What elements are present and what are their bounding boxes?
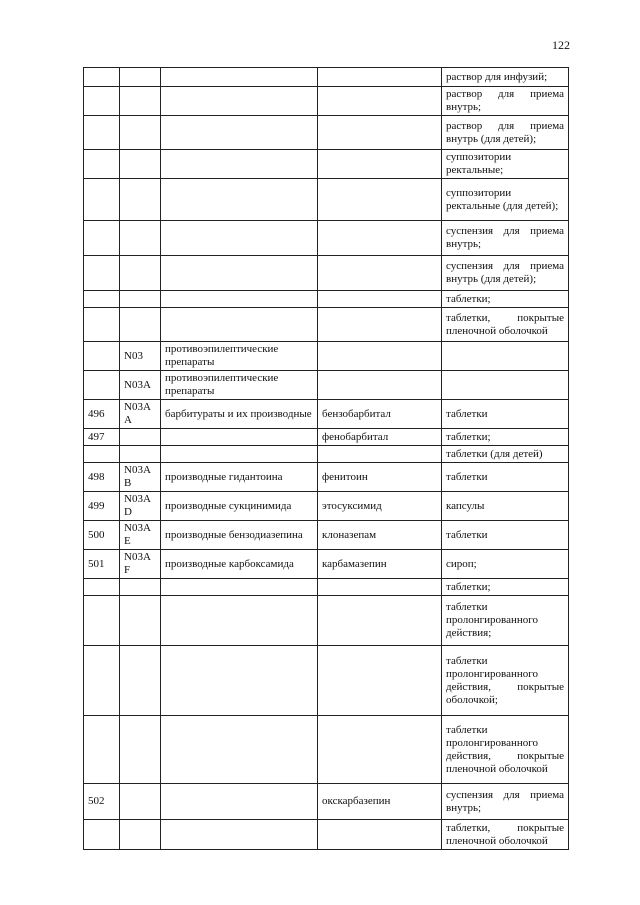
dosage-form-cell: таблетки <box>442 463 569 492</box>
row-number-cell <box>84 308 120 342</box>
atc-code-cell <box>120 429 161 446</box>
dosage-form-cell: капсулы <box>442 492 569 521</box>
atc-group-cell <box>161 116 318 150</box>
table-row <box>84 646 569 716</box>
table-row <box>84 550 569 579</box>
row-number-cell <box>84 221 120 256</box>
row-number-cell <box>84 342 120 371</box>
row-number-cell <box>84 579 120 596</box>
atc-code-cell <box>120 646 161 716</box>
atc-group-cell: производные карбоксамида <box>161 550 318 579</box>
atc-group-cell <box>161 150 318 179</box>
atc-group-cell <box>161 291 318 308</box>
atc-group-cell <box>161 256 318 291</box>
drug-name-cell <box>318 150 442 179</box>
drug-name-cell: фенитоин <box>318 463 442 492</box>
row-number-cell <box>84 256 120 291</box>
drug-table <box>83 67 569 850</box>
table-row <box>84 116 569 150</box>
table-row <box>84 463 569 492</box>
drug-name-cell: фенобарбитал <box>318 429 442 446</box>
drug-name-cell: окскарбазепин <box>318 784 442 820</box>
atc-code-cell <box>120 179 161 221</box>
dosage-form-cell: таблетки пролонгированного действия, покрытые пленочной оболочкой <box>442 716 569 784</box>
row-number-cell <box>84 596 120 646</box>
atc-code-cell <box>120 784 161 820</box>
atc-group-cell <box>161 579 318 596</box>
drug-name-cell <box>318 446 442 463</box>
row-number-cell <box>84 716 120 784</box>
table-row <box>84 68 569 87</box>
atc-group-cell <box>161 179 318 221</box>
dosage-form-cell: таблетки; <box>442 579 569 596</box>
table-row <box>84 179 569 221</box>
table-row <box>84 784 569 820</box>
dosage-form-cell: таблетки (для детей) <box>442 446 569 463</box>
table-row <box>84 820 569 850</box>
atc-group-cell <box>161 68 318 87</box>
drug-name-cell <box>318 716 442 784</box>
dosage-form-cell: таблетки <box>442 400 569 429</box>
table-row <box>84 521 569 550</box>
atc-code-cell <box>120 308 161 342</box>
dosage-form-cell: таблетки пролонгированного действия; <box>442 596 569 646</box>
atc-code-cell: N03 <box>120 342 161 371</box>
drug-name-cell: карбамазепин <box>318 550 442 579</box>
drug-name-cell <box>318 116 442 150</box>
table-row <box>84 400 569 429</box>
table-row <box>84 150 569 179</box>
dosage-form-cell: таблетки пролонгированного действия, покрытые оболочкой; <box>442 646 569 716</box>
drug-name-cell <box>318 596 442 646</box>
atc-group-cell <box>161 646 318 716</box>
atc-code-cell <box>120 596 161 646</box>
drug-name-cell: этосуксимид <box>318 492 442 521</box>
atc-group-cell: противоэпилептические препараты <box>161 342 318 371</box>
table-row <box>84 371 569 400</box>
row-number-cell <box>84 179 120 221</box>
dosage-form-cell: таблетки <box>442 521 569 550</box>
table-row <box>84 596 569 646</box>
dosage-form-cell: таблетки, покрытые пленочной оболочкой <box>442 308 569 342</box>
drug-name-cell <box>318 221 442 256</box>
row-number-cell: 496 <box>84 400 120 429</box>
table-row <box>84 342 569 371</box>
row-number-cell: 502 <box>84 784 120 820</box>
row-number-cell <box>84 150 120 179</box>
dosage-form-cell: суспензия для приема внутрь; <box>442 784 569 820</box>
row-number-cell <box>84 371 120 400</box>
atc-group-cell <box>161 308 318 342</box>
row-number-cell <box>84 646 120 716</box>
dosage-form-cell: суспензия для приема внутрь (для детей); <box>442 256 569 291</box>
atc-group-cell: производные гидантоина <box>161 463 318 492</box>
row-number-cell: 497 <box>84 429 120 446</box>
atc-code-cell: N03A B <box>120 463 161 492</box>
atc-group-cell <box>161 716 318 784</box>
table-row <box>84 716 569 784</box>
drug-name-cell <box>318 308 442 342</box>
drug-name-cell: клоназепам <box>318 521 442 550</box>
dosage-form-cell: сироп; <box>442 550 569 579</box>
dosage-form-cell: суппозитории ректальные (для детей); <box>442 179 569 221</box>
atc-group-cell: барбитураты и их производные <box>161 400 318 429</box>
atc-code-cell <box>120 68 161 87</box>
dosage-form-cell: раствор для инфузий; <box>442 68 569 87</box>
atc-code-cell <box>120 221 161 256</box>
table-row <box>84 446 569 463</box>
dosage-form-cell: таблетки; <box>442 291 569 308</box>
table-row <box>84 579 569 596</box>
drug-name-cell <box>318 579 442 596</box>
row-number-cell <box>84 291 120 308</box>
atc-code-cell <box>120 820 161 850</box>
atc-code-cell <box>120 150 161 179</box>
drug-name-cell <box>318 342 442 371</box>
atc-code-cell: N03A <box>120 371 161 400</box>
drug-name-cell <box>318 179 442 221</box>
atc-code-cell <box>120 291 161 308</box>
atc-code-cell <box>120 446 161 463</box>
atc-code-cell: N03A A <box>120 400 161 429</box>
table-row <box>84 492 569 521</box>
dosage-form-cell <box>442 342 569 371</box>
table-row <box>84 221 569 256</box>
dosage-form-cell: раствор для приема внутрь (для детей); <box>442 116 569 150</box>
dosage-form-cell: суспензия для приема внутрь; <box>442 221 569 256</box>
row-number-cell: 501 <box>84 550 120 579</box>
table-row <box>84 256 569 291</box>
table-row <box>84 87 569 116</box>
row-number-cell: 499 <box>84 492 120 521</box>
atc-code-cell <box>120 116 161 150</box>
atc-group-cell <box>161 820 318 850</box>
atc-group-cell: производные бензодиазепина <box>161 521 318 550</box>
row-number-cell <box>84 116 120 150</box>
dosage-form-cell <box>442 371 569 400</box>
row-number-cell <box>84 446 120 463</box>
dosage-form-cell: суппозитории ректальные; <box>442 150 569 179</box>
row-number-cell <box>84 68 120 87</box>
atc-group-cell: производные сукцинимида <box>161 492 318 521</box>
drug-name-cell <box>318 87 442 116</box>
atc-group-cell <box>161 784 318 820</box>
drug-name-cell: бензобарбитал <box>318 400 442 429</box>
page-number: 122 <box>552 38 570 52</box>
dosage-form-cell: таблетки; <box>442 429 569 446</box>
atc-group-cell <box>161 446 318 463</box>
dosage-form-cell: раствор для приема внутрь; <box>442 87 569 116</box>
atc-group-cell <box>161 221 318 256</box>
atc-group-cell <box>161 87 318 116</box>
atc-code-cell <box>120 579 161 596</box>
drug-name-cell <box>318 646 442 716</box>
drug-name-cell <box>318 820 442 850</box>
drug-name-cell <box>318 256 442 291</box>
table-row <box>84 429 569 446</box>
drug-name-cell <box>318 291 442 308</box>
dosage-form-cell: таблетки, покрытые пленочной оболочкой <box>442 820 569 850</box>
atc-code-cell: N03A D <box>120 492 161 521</box>
row-number-cell <box>84 820 120 850</box>
row-number-cell: 498 <box>84 463 120 492</box>
atc-code-cell <box>120 256 161 291</box>
atc-code-cell: N03A F <box>120 550 161 579</box>
drug-name-cell <box>318 371 442 400</box>
row-number-cell: 500 <box>84 521 120 550</box>
atc-code-cell <box>120 716 161 784</box>
drug-name-cell <box>318 68 442 87</box>
atc-code-cell: N03A E <box>120 521 161 550</box>
table-row <box>84 291 569 308</box>
atc-group-cell <box>161 429 318 446</box>
atc-group-cell: противоэпилептические препараты <box>161 371 318 400</box>
atc-group-cell <box>161 596 318 646</box>
atc-code-cell <box>120 87 161 116</box>
table-row <box>84 308 569 342</box>
row-number-cell <box>84 87 120 116</box>
